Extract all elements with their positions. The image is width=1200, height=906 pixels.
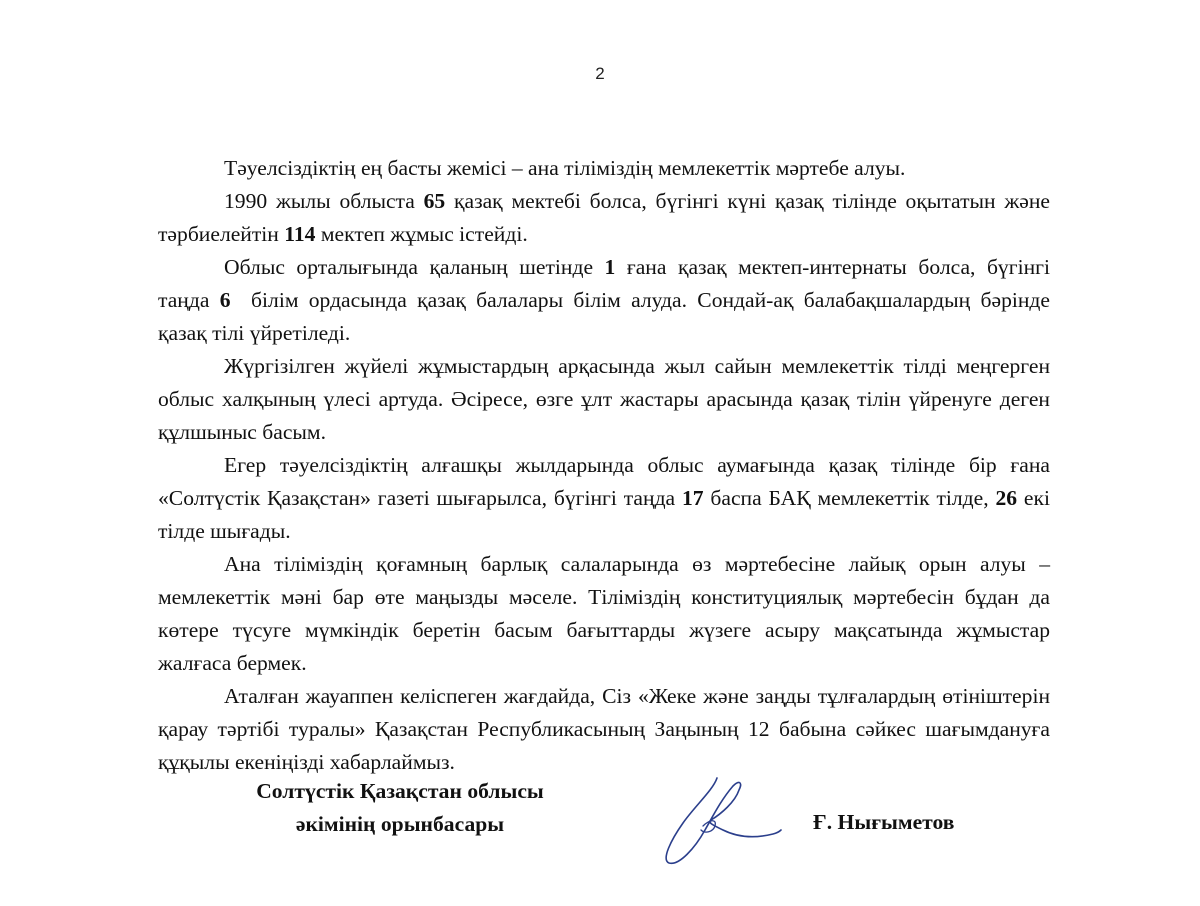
signatory-position (210, 775, 590, 841)
number-114: 114 (284, 222, 316, 246)
paragraph-3 (158, 251, 1056, 350)
number-1: 1 (604, 255, 616, 279)
paragraph-3-text: ғана қазақ мектеп-интернаты болса, бүгінгі таңда (158, 255, 1050, 312)
paragraph-1 (158, 152, 1050, 185)
paragraph-5-text: баспа БАҚ мемлекеттік тілде, (703, 486, 996, 510)
number-65: 65 (423, 189, 446, 213)
paragraph-2-text: қазақ мектебі болса, бүгінгі күні қазақ тілінде оқытатын және тәрбиелейтін (158, 189, 1050, 246)
handwritten-signature (655, 768, 785, 868)
paragraph-1-text: Тәуелсіздіктің ең басты жемісі – ана тіліміздің мемлекеттік мәртебе алуы. (224, 156, 906, 180)
position-line-1: Солтүстік Қазақстан облысы (256, 779, 544, 803)
paragraph-5 (158, 449, 1050, 548)
page-number: 2 (595, 64, 605, 83)
paragraph-2-text: 1990 жылы облыста (224, 189, 424, 213)
number-17: 17 (681, 486, 704, 510)
number-6: 6 (219, 288, 231, 312)
paragraph-3-text: Облыс орталығында қаланың шетінде (224, 255, 605, 279)
paragraph-3-text: білім ордасында қазақ балалары білім алуда. Сондай-ақ балабақшалардың бәрінде қазақ тілі үйретіледі. (158, 288, 1056, 345)
paragraph-5-text: екі тілде шығады. (158, 486, 1050, 543)
paragraph-2 (158, 185, 1050, 251)
paragraph-7-text: Аталған жауаппен келіспеген жағдайда, Сіз «Жеке және заңды тұлғалардың өтініштерін қарау тәртібі туралы» Қазақстан Республикасының Заңының 12 бабына сәйкес шағымдануға құқылы екеніңізді хабарлаймыз. (158, 684, 1050, 774)
paragraph-4 (158, 350, 1050, 449)
paragraph-4-text: Жүргізілген жүйелі жұмыстардың арқасында жыл сайын мемлекеттік тілді меңгерген облыс халқының үлесі артуда. Әсіресе, өзге ұлт жастары арасында қазақ тілін үйренуге деген құлшыныс басым. (158, 354, 1050, 444)
number-26: 26 (995, 486, 1018, 510)
paragraph-5-text: Егер тәуелсіздіктің алғашқы жылдарында облыс аумағында қазақ тілінде бір ғана «Солтүстік Қазақстан» газеті шығарылса, бүгінгі таңда (158, 453, 1050, 510)
signatory-name: Ғ. Нығыметов (813, 810, 955, 834)
paragraph-7 (158, 680, 1050, 779)
paragraph-6 (158, 548, 1050, 680)
letter-body (158, 152, 1056, 779)
paragraph-6-text: Ана тіліміздің қоғамның барлық салаларында өз мәртебесіне лайық орын алуы – мемлекеттік мәні бар өте маңызды мәселе. Тіліміздің конституциялық мәртебесін бұдан да көтере түсуге мүмкіндік беретін басым бағыттарды жүзеге асыру мақсатында жұмыстар жалғаса бермек. (158, 552, 1050, 675)
position-line-2: әкімінің орынбасары (295, 812, 505, 836)
paragraph-2-text: мектеп жұмыс істейді. (315, 222, 528, 246)
